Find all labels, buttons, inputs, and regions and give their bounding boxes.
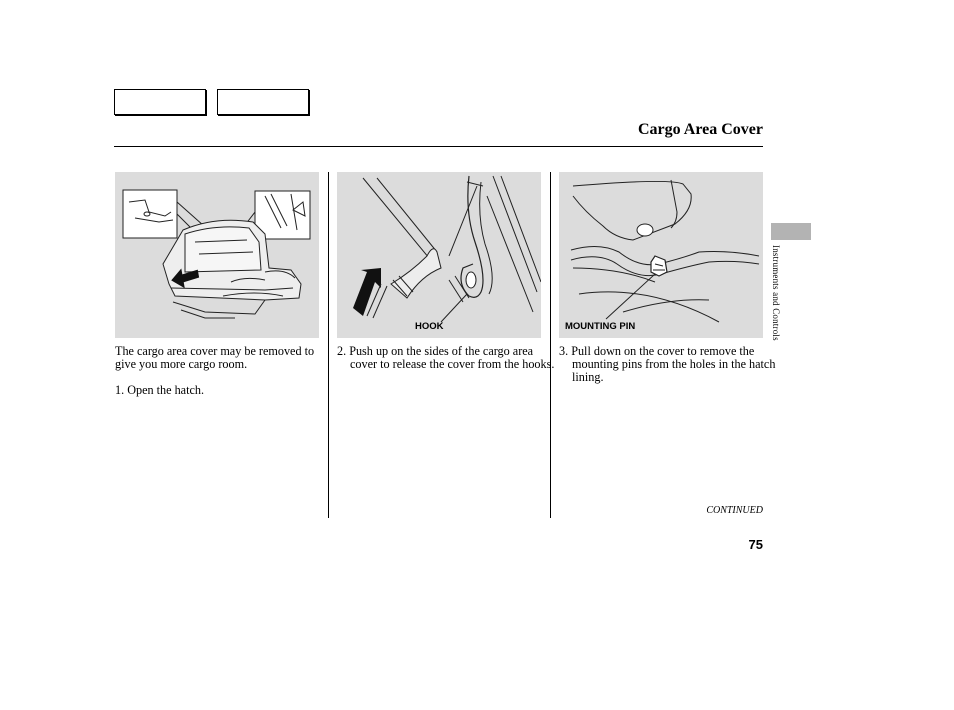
illustration-mounting-pin: [559, 172, 763, 338]
section-tab-marker[interactable]: [771, 223, 811, 240]
continued-label: CONTINUED: [706, 505, 763, 516]
mounting-pin-drawing: [559, 172, 763, 338]
callout-mounting-pin: MOUNTING PIN: [565, 321, 636, 332]
page-title: Cargo Area Cover: [638, 121, 763, 138]
section-tab-label: Instruments and Controls: [771, 245, 781, 341]
illustration-hook: [337, 172, 541, 338]
step-3: 3. Pull down on the cover to remove the mounting pins from the holes in the hatch lining.: [559, 344, 776, 384]
nav-box-main-menu[interactable]: [114, 89, 206, 115]
hook-drawing: [337, 172, 541, 338]
title-rule: [114, 146, 763, 147]
column-divider: [328, 172, 329, 518]
step-1: 1. Open the hatch.: [115, 383, 205, 397]
callout-hook: HOOK: [415, 321, 444, 332]
nav-box-table-of-contents[interactable]: [217, 89, 309, 115]
page-number: 75: [748, 537, 763, 552]
open-hatch-drawing: [115, 172, 319, 338]
intro-paragraph: The cargo area cover may be removed to give you more cargo room.: [115, 344, 315, 371]
step-2: 2. Push up on the sides of the cargo area cover to release the cover from the hooks.: [337, 344, 555, 371]
illustration-open-hatch: [115, 172, 319, 338]
